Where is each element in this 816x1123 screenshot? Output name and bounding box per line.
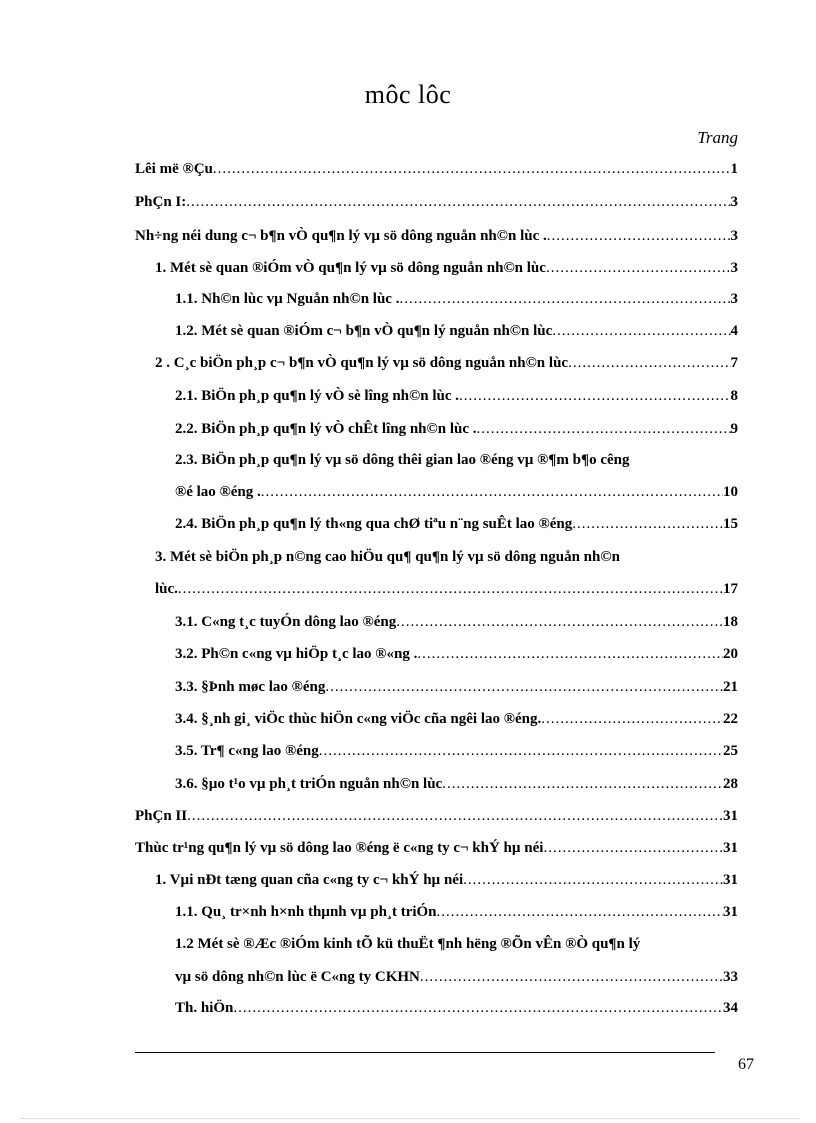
toc-entry-page: 25 <box>723 743 738 759</box>
toc-leader-dots <box>420 966 723 988</box>
toc-entry-label: Th. hiÖn <box>175 1000 234 1016</box>
toc-leader-dots <box>178 578 723 600</box>
toc-entry-label: 3. Mét sè biÖn ph¸p n©ng cao hiÖu qu¶ qu¶n lý vµ sö dông nguån nh©n <box>155 549 620 565</box>
toc-entry-label: 1.2. Mét sè quan ®iÓm c¬ b¶n vÒ qu¶n lý nguån nh©n lùc <box>175 323 553 339</box>
toc-entry-label: Lêi më ®Çu <box>135 161 213 177</box>
toc-entry-page: 28 <box>723 776 738 792</box>
toc-entry-page: 17 <box>723 581 738 597</box>
toc-entry-label: 3.5. Tr¶ c«ng lao ®éng <box>175 743 319 759</box>
toc-entry-label: 3.2. Ph©n c«ng vµ hiÖp t¸c lao ®«ng . <box>175 646 418 662</box>
toc-leader-dots <box>319 740 723 762</box>
toc-leader-dots <box>417 643 723 665</box>
toc-leader-dots <box>437 901 723 923</box>
toc-entry-page: 3 <box>730 260 738 276</box>
toc-entry-page: 3 <box>730 291 738 307</box>
toc-entry-label: 3.6. §µo t¹o vµ ph¸t triÓn nguån nh©n lùc <box>175 776 443 792</box>
toc-entry-label: 1.2 Mét sè ®Æc ®iÓm kinh tÕ kü thuËt ¶nh hëng ®Õn vÊn ®Ò qu¶n lý <box>175 936 641 952</box>
page-title: môc lôc <box>364 80 452 109</box>
toc-leader-dots <box>552 320 730 342</box>
toc-entry-page: 3 <box>730 194 738 210</box>
toc-entry-page: 15 <box>723 516 738 532</box>
toc-leader-dots <box>261 481 723 503</box>
toc-entry-label: 1.1. Qu¸ tr×nh h×nh thµnh vµ ph¸t triÓn <box>175 904 437 920</box>
toc-entry-label: 1. Vµi nÐt tæng quan cña c«ng ty c¬ khÝ hµ néi <box>155 872 464 888</box>
toc-entry-page: 21 <box>723 679 738 695</box>
toc-leader-dots <box>399 288 730 310</box>
toc-entry[interactable] <box>175 773 738 795</box>
page-column-label: Trang <box>697 128 738 147</box>
toc-entry-label: PhÇn I: <box>135 194 187 210</box>
toc-entry-label: 2.3. BiÖn ph¸p qu¶n lý vµ sö dông thêi gian lao ®éng vµ ®¶m b¶o cêng <box>175 452 630 468</box>
toc-entry-page: 31 <box>723 808 738 824</box>
toc-entry[interactable] <box>155 578 738 600</box>
toc-entry-page: 34 <box>723 1000 738 1016</box>
toc-entry[interactable] <box>175 611 738 633</box>
toc-leader-dots <box>546 257 731 279</box>
toc-entry-label: PhÇn II <box>135 808 188 824</box>
toc-entry-page: 10 <box>723 484 738 500</box>
toc-leader-dots <box>233 997 723 1019</box>
toc-entry-page: 9 <box>730 421 738 437</box>
toc-entry[interactable] <box>135 837 738 859</box>
toc-entry-label: 2 . C¸c biÖn ph¸p c¬ b¶n vÒ qu¶n lý vµ sö dông nguån nh©n lùc <box>155 355 569 371</box>
toc-entry-label: 1. Mét sè quan ®iÓm vÒ qu¶n lý vµ sö dông nguån nh©n lùc <box>155 260 546 276</box>
toc-entry[interactable] <box>155 257 738 279</box>
toc-entry-continued[interactable] <box>175 933 640 955</box>
toc-entry-page: 1 <box>730 161 738 177</box>
toc-entry-page: 20 <box>723 646 738 662</box>
toc-leader-dots <box>463 869 723 891</box>
toc-leader-dots <box>541 708 723 730</box>
toc-entry-page: 18 <box>723 614 738 630</box>
toc-leader-dots <box>547 225 731 247</box>
footer-divider <box>135 1052 715 1053</box>
toc-entry[interactable] <box>135 191 738 213</box>
toc-entry[interactable] <box>175 997 738 1019</box>
toc-entry-label: vµ sö dông nh©n lùc ë C«ng ty CKHN <box>175 969 420 985</box>
toc-entry-continued[interactable] <box>175 449 630 471</box>
toc-entry-page: 31 <box>723 904 738 920</box>
toc-entry[interactable] <box>175 385 738 407</box>
toc-entry[interactable] <box>175 288 738 310</box>
toc-entry[interactable] <box>175 708 738 730</box>
toc-leader-dots <box>543 837 723 859</box>
toc-entry-label: lùc. <box>155 581 178 597</box>
toc-leader-dots <box>213 158 731 180</box>
toc-entry[interactable] <box>175 966 738 988</box>
toc-entry[interactable] <box>175 513 738 535</box>
toc-entry-label: 3.4. §¸nh gi¸ viÖc thùc hiÖn c«ng viÖc cña ngêi lao ®éng. <box>175 711 542 727</box>
toc-entry-page: 33 <box>723 969 738 985</box>
toc-entry[interactable] <box>135 225 738 247</box>
toc-entry[interactable] <box>175 418 738 440</box>
toc-leader-dots <box>442 773 723 795</box>
toc-entry-label: 1.1. Nh©n lùc vµ Nguån nh©n lùc . <box>175 291 400 307</box>
toc-entry-label: 2.1. BiÖn ph¸p qu¶n lý vÒ sè lîng nh©n lùc . <box>175 388 459 404</box>
toc-entry-label: 2.2. BiÖn ph¸p qu¶n lý vÒ chÊt lîng nh©n lùc . <box>175 421 477 437</box>
toc-entry-label: Nh÷ng néi dung c¬ b¶n vÒ qu¶n lý vµ sö dông nguån nh©n lùc . <box>135 228 547 244</box>
toc-entry-continued[interactable] <box>155 546 620 568</box>
toc-leader-dots <box>186 191 730 213</box>
toc-entry[interactable] <box>135 805 738 827</box>
toc-entry[interactable] <box>175 676 738 698</box>
toc-entry[interactable] <box>155 352 738 374</box>
toc-entry[interactable] <box>155 869 738 891</box>
toc-entry-page: 3 <box>730 228 738 244</box>
toc-entry[interactable] <box>175 320 738 342</box>
toc-entry-label: 2.4. BiÖn ph¸p qu¶n lý th«ng qua chØ tiªu n¨ng suÊt lao ®éng <box>175 516 573 532</box>
toc-entry-label: 3.3. §Þnh møc lao ®éng <box>175 679 326 695</box>
toc-entry-page: 8 <box>730 388 738 404</box>
toc-entry-page: 4 <box>730 323 738 339</box>
toc-entry[interactable] <box>175 481 738 503</box>
toc-leader-dots <box>396 611 723 633</box>
toc-leader-dots <box>187 805 723 827</box>
toc-leader-dots <box>477 418 731 440</box>
toc-entry-page: 7 <box>730 355 738 371</box>
toc-entry[interactable] <box>175 740 738 762</box>
toc-leader-dots <box>572 513 723 535</box>
page-number: 67 <box>738 1056 754 1073</box>
toc-entry-page: 31 <box>723 840 738 856</box>
toc-entry-page: 22 <box>723 711 738 727</box>
toc-leader-dots <box>568 352 730 374</box>
toc-leader-dots <box>325 676 723 698</box>
toc-entry[interactable] <box>175 901 738 923</box>
toc-entry-label: 3.1. C«ng t¸c tuyÓn dông lao ®éng <box>175 614 397 630</box>
toc-entry[interactable] <box>135 158 738 180</box>
toc-leader-dots <box>459 385 731 407</box>
toc-entry-label: Thùc tr¹ng qu¶n lý vµ sö dông lao ®éng ë c«ng ty c¬ khÝ hµ néi <box>135 840 544 856</box>
page-bottom-edge <box>20 1118 800 1119</box>
toc-entry-label: ®é lao ®éng . <box>175 484 261 500</box>
toc-entry-page: 31 <box>723 872 738 888</box>
toc-entry[interactable] <box>175 643 738 665</box>
